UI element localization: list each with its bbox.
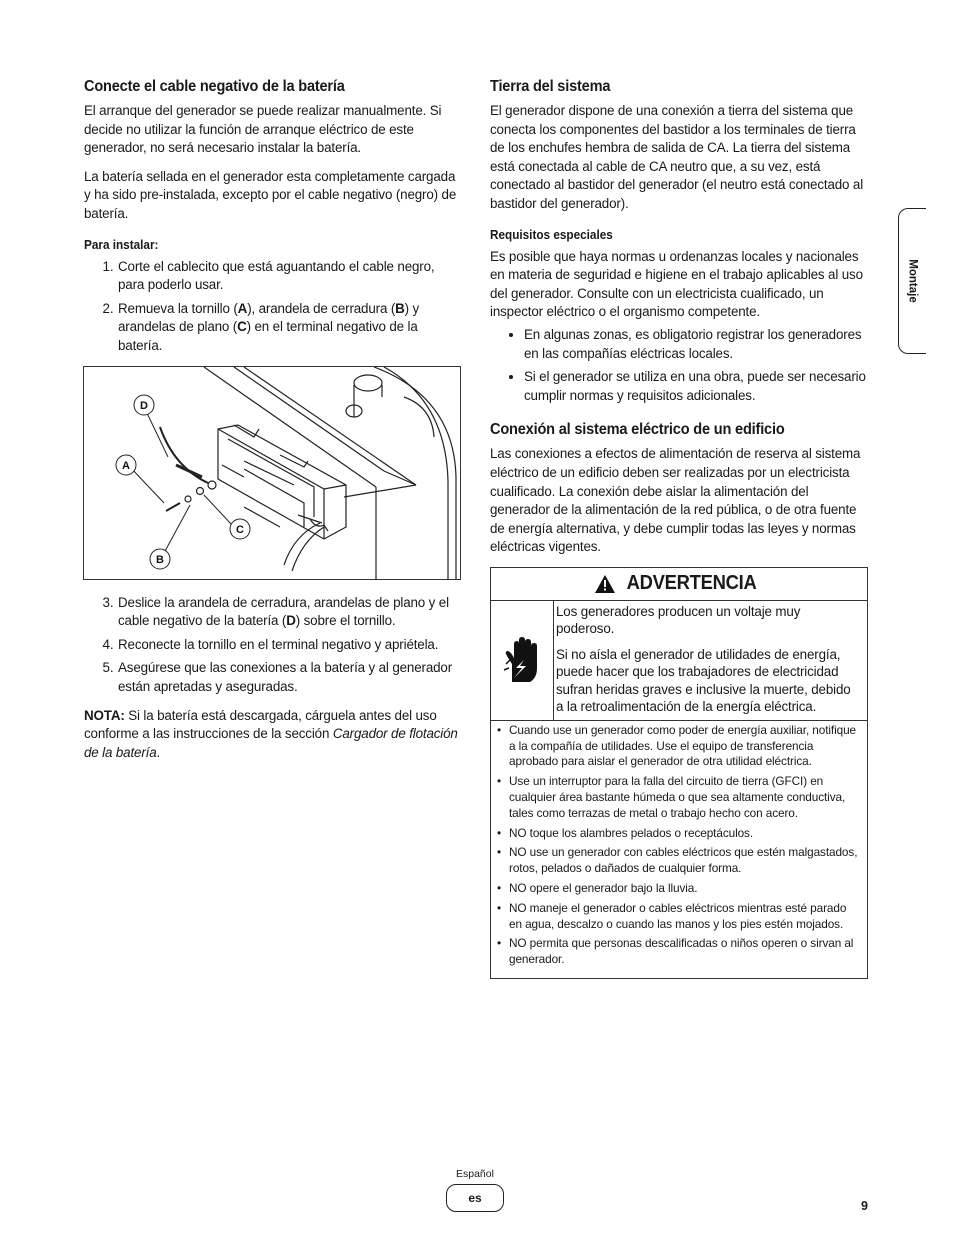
install-steps-list <box>84 258 464 356</box>
side-tab-montaje: Montaje <box>898 208 926 354</box>
list-item: 4. Reconecte la tornillo en el terminal negativo y apriétela. <box>117 636 464 655</box>
warning-text: Si no aísla el generador de utilidades de energía, puede hacer que los trabajadores de electricidad sufran heridas graves e inclusive la muerte, debido a la retroalimentación de la energía eléctrica. <box>556 646 851 715</box>
list-item: • Si el generador se utiliza en una obra, puede ser necesario cumplir normas y requisitos adicionales. <box>524 368 870 405</box>
paragraph: El generador dispone de una conexión a tierra del sistema que conecta los componentes del bastidor a los terminales de tierra de los enchufes hembra de salida de CA. La tierra del sistema está conectada al cable de CA neutro que, a su vez, está conectado al bastidor del generador (el neutro está conectado al bastidor del generador). <box>490 103 864 211</box>
requirements-heading: Requisitos especiales <box>490 227 613 242</box>
warning-text: Los generadores producen un voltaje muy poderoso. <box>556 603 801 637</box>
warning-box <box>490 567 868 979</box>
list-item: 1. Corte el cablecito que está aguantando el cable negro, para poderlo usar. <box>117 258 464 295</box>
list-item: 2. Remueva la tornillo (A), arandela de cerradura (B) y arandelas de plano (C) en el terminal negativo de la batería. <box>117 300 464 356</box>
note-paragraph: NOTA: Si la batería está descargada, cárguela antes del uso conforme a las instrucciones de la sección Cargador de flotación de la batería. <box>84 707 458 760</box>
list-item: • NO use un generador con cables eléctricos que estén malgastados, rotos, pelados o dañados de cualquier forma. <box>509 845 861 877</box>
list-item: • Use un interruptor para la falla del circuito de tierra (GFCI) en cualquier área bastante húmeda o que sea altamente conductiva, tales como terrazas de metal o trabajo hecho con acero. <box>509 774 861 821</box>
left-column <box>84 78 464 772</box>
label-a: A <box>122 459 130 472</box>
language-badge: es <box>446 1184 504 1212</box>
paragraph: Es posible que haya normas u ordenanzas locales y nacionales en materia de seguridad e higiene en el trabajo aplicables al uso del generador. Consulte con un electricista cualificado, un inspector eléctrico o el organismo competente. <box>490 248 863 320</box>
right-column <box>490 78 870 979</box>
warning-triangle-icon <box>595 575 615 593</box>
list-item: 3. Deslice la arandela de cerradura, arandelas de plano y el cable negativo de la batería (D) sobre el tornillo. <box>117 594 464 631</box>
warning-title: ADVERTENCIA <box>627 572 757 595</box>
label-d: D <box>140 399 148 412</box>
list-item: • NO permita que personas descalificadas o niños operen o sirvan al generador. <box>509 936 861 968</box>
list-item: • NO maneje el generador o cables eléctricos mientras esté parado en agua, descalzo o cuando las manos y los pies estén mojados. <box>509 901 861 933</box>
label-b: B <box>156 553 164 566</box>
label-c: C <box>236 523 244 536</box>
page-number: 9 <box>861 1199 868 1213</box>
warning-list <box>491 721 867 978</box>
install-steps-list-continued <box>84 594 464 697</box>
section-title-battery: Conecte el cable negativo de la batería <box>84 78 345 95</box>
paragraph: El arranque del generador se puede realizar manualmente. Si decide no utilizar la función de arranque eléctrico de este generador, no será necesario instalar la batería. <box>84 103 442 156</box>
requirements-list <box>490 326 870 405</box>
section-title-grounding: Tierra del sistema <box>490 78 611 95</box>
list-item: • Cuando use un generador como poder de energía auxiliar, notifique a la compañía de utilidades. Use el equipo de transferencia aprobado para aislar el generador de otra utilidad eléctrica. <box>509 723 861 770</box>
section-title-building: Conexión al sistema eléctrico de un edificio <box>490 421 785 439</box>
warning-hazard-row <box>491 601 867 721</box>
footer-language: Español <box>456 1168 494 1180</box>
paragraph: La batería sellada en el generador esta completamente cargada y ha sido pre-instalada, excepto por el cable negativo (negro) de batería. <box>84 168 457 221</box>
warning-header <box>491 568 867 601</box>
list-item: • NO opere el generador bajo la lluvia. <box>509 881 861 897</box>
electric-shock-hand-icon <box>491 601 554 720</box>
paragraph: Las conexiones a efectos de alimentación de reserva al sistema eléctrico de un edificio deben ser realizadas por un electricista cualificado. La conexión debe aislar la alimentación del generador de la alimentación de la red pública, o de otra fuente de energía alternativa, y debe cumplir todas las leyes y normas eléctricas vigentes. <box>490 446 861 555</box>
list-item: • NO toque los alambres pelados o receptáculos. <box>509 826 861 842</box>
list-item: • En algunas zonas, es obligatorio registrar los generadores en las compañías eléctricas locales. <box>524 326 870 363</box>
install-heading: Para instalar: <box>84 237 159 252</box>
battery-diagram <box>83 366 461 580</box>
list-item: 5. Asegúrese que las conexiones a la batería y al generador están apretadas y aseguradas. <box>117 659 464 696</box>
